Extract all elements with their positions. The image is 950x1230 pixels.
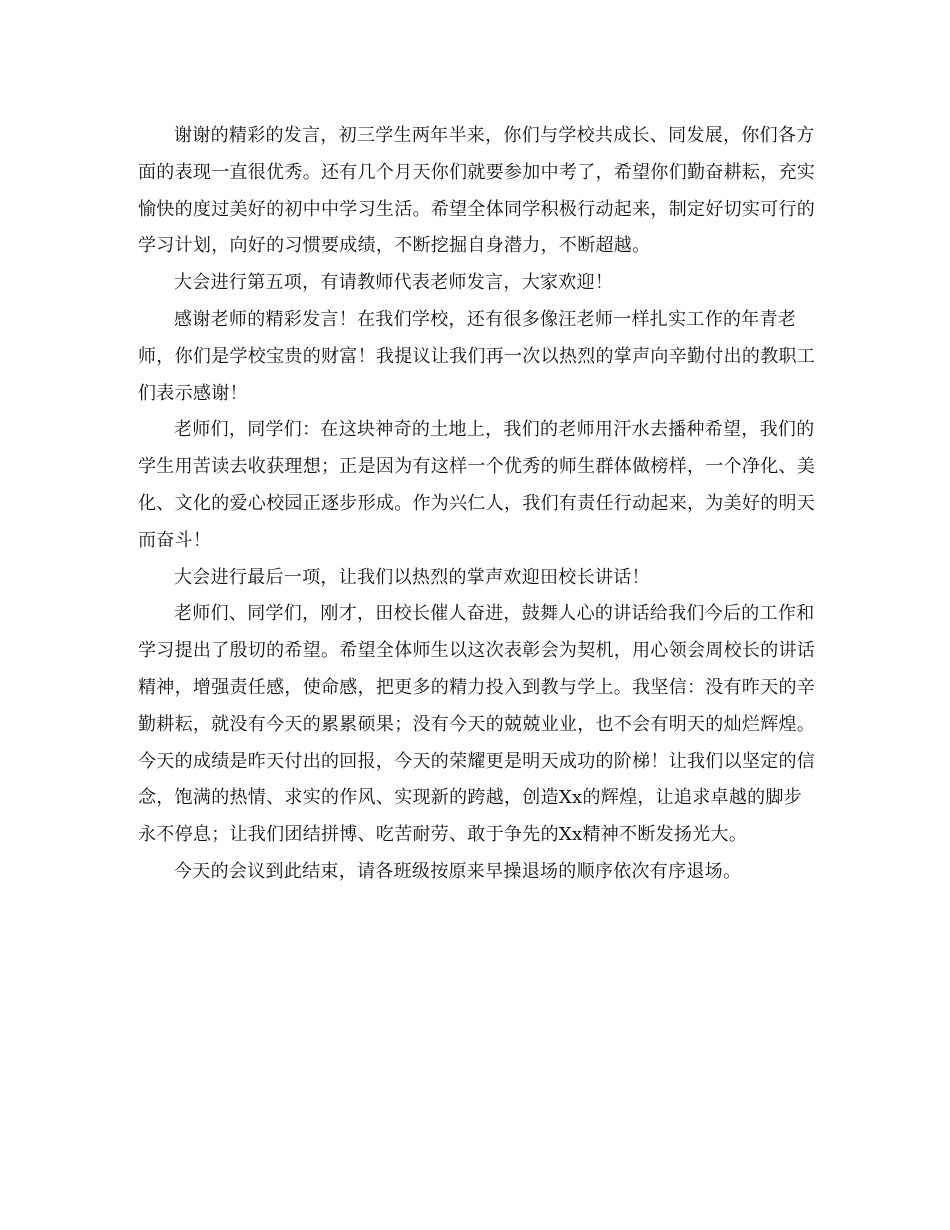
paragraph-4: 老师们，同学们：在这块神奇的土地上，我们的老师用汗水去播种希望，我们的学生用苦读去收获理想；正是因为有这样一个优秀的师生群体做榜样，一个净化、美化、文化的爱心校园正逐步形成。作为兴仁人，我们有责任行动起来，为美好的明天而奋斗！ xyxy=(138,419,816,551)
paragraph-2: 大会进行第五项，有请教师代表老师发言，大家欢迎！ xyxy=(174,272,614,294)
paragraph-1: 谢谢的精彩的发言，初三学生两年半来，你们与学校共成长、同发展，你们各方面的表现一直很优秀。还有几个月天你们就要参加中考了，希望你们勤奋耕耘，充实愉快的度过美好的初中中学习生活。希望全体同学积极行动起来，制定好切实可行的学习计划，向好的习惯要成绩，不断挖掘自身潜力，不断超越。 xyxy=(138,125,816,257)
paragraph-3: 感谢老师的精彩发言！在我们学校，还有很多像汪老师一样扎实工作的年青老师，你们是学校宝贵的财富！我提议让我们再一次以热烈的掌声向辛勤付出的教职工们表示感谢！ xyxy=(138,308,816,404)
paragraph-5: 大会进行最后一项，让我们以热烈的掌声欢迎田校长讲话！ xyxy=(174,566,650,588)
paragraph-7: 今天的会议到此结束，请各班级按原来早操退场的顺序依次有序退场。 xyxy=(174,860,742,882)
paragraph-6: 老师们、同学们，刚才，田校长催人奋进，鼓舞人心的讲话给我们今后的工作和学习提出了殷切的希望。希望全体师生以这次表彰会为契机，用心领会周校长的讲话精神，增强责任感，使命感，把更多的精力投入到教与学上。我坚信：没有昨天的辛勤耕耘，就没有今天的累累硕果；没有今天的兢兢业业，也不会有明天的灿烂辉煌。今天的成绩是昨天付出的回报，今天的荣耀更是明天成功的阶梯！让我们以坚定的信念，饱满的热情、求实的作风、实现新的跨越，创造Xx的辉煌，让追求卓越的脚步永不停息；让我们团结拼博、吃苦耐劳、敢于争先的Xx精神不断发扬光大。 xyxy=(138,603,816,846)
